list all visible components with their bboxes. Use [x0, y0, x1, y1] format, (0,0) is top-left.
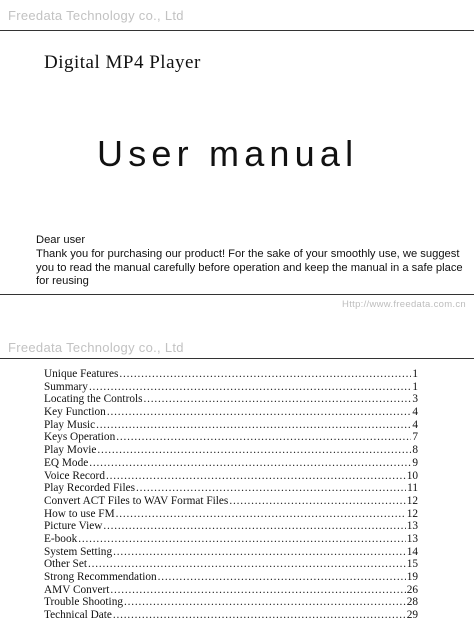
toc-leader-dots: [113, 546, 406, 559]
toc-entry-title: System Setting: [44, 545, 113, 558]
toc-entry-title: Key Function: [44, 406, 106, 419]
toc-leader-dots: [78, 533, 405, 546]
toc-leader-dots: [106, 470, 406, 483]
toc-entry-title: Play Movie: [44, 444, 97, 457]
toc-entry-page: 12: [406, 494, 418, 507]
toc-entry-page: 10: [406, 469, 418, 482]
toc-entry[interactable]: [44, 393, 418, 406]
toc-entry-page: 19: [406, 571, 418, 583]
toc-leader-dots: [110, 584, 405, 597]
watermark: Freedata Technology co., Ltd: [8, 340, 184, 355]
toc-entry-page: 29: [406, 609, 418, 622]
toc-entry-page: 1: [412, 380, 418, 393]
toc-entry[interactable]: [44, 520, 418, 533]
toc-entry-page: 3: [412, 393, 418, 406]
toc-entry[interactable]: [44, 533, 418, 546]
toc-leader-dots: [116, 431, 411, 444]
toc-leader-dots: [107, 406, 412, 419]
toc-entry-title: Play Recorded Files: [44, 482, 135, 495]
header-rule: [0, 30, 474, 31]
toc-entry[interactable]: [44, 609, 418, 622]
toc-entry-page: 4: [412, 418, 418, 431]
toc-entry-title: Trouble Shooting: [44, 596, 123, 609]
product-name: Digital MP4 Player: [44, 52, 201, 73]
toc-entry-title: Locating the Controls: [44, 393, 143, 406]
toc-leader-dots: [103, 520, 405, 533]
toc-leader-dots: [89, 381, 411, 394]
toc-leader-dots: [136, 482, 406, 495]
toc-entry-title: Unique Features: [44, 368, 119, 380]
toc-entry[interactable]: [44, 558, 418, 571]
toc-entry[interactable]: [44, 368, 418, 381]
toc-leader-dots: [113, 609, 406, 622]
greeting: Dear user: [36, 234, 86, 246]
document-title: User manual: [97, 133, 359, 174]
toc-entry-page: 8: [412, 444, 418, 457]
toc-entry[interactable]: [44, 406, 418, 419]
toc-entry-title: E-book: [44, 532, 78, 545]
toc-entry-title: Summary: [44, 380, 88, 393]
contents-page: [0, 320, 474, 632]
toc-entry[interactable]: [44, 546, 418, 559]
watermark: Freedata Technology co., Ltd: [8, 8, 184, 23]
toc-leader-dots: [158, 571, 406, 584]
toc-leader-dots: [116, 508, 406, 521]
intro-paragraph: Thank you for purchasing our product! For the sake of your smoothly use, we suggest you to read the manual carefully before operation and keep the manual in a safe place for reusing: [36, 248, 463, 288]
toc-leader-dots: [89, 457, 411, 470]
toc-leader-dots: [119, 368, 411, 381]
toc-entry-title: Strong Recommendation: [44, 571, 157, 583]
toc-leader-dots: [96, 419, 411, 432]
toc-entry-page: 11: [407, 482, 418, 495]
toc-entry[interactable]: [44, 571, 418, 584]
toc-entry-page: 28: [406, 596, 418, 609]
toc-leader-dots: [144, 393, 412, 406]
toc-entry-page: 26: [406, 583, 418, 596]
toc-entry[interactable]: [44, 470, 418, 483]
toc-leader-dots: [124, 596, 406, 609]
toc-leader-dots: [88, 558, 406, 571]
toc-entry[interactable]: [44, 419, 418, 432]
header-rule: [0, 358, 474, 359]
toc-entry-page: 15: [406, 558, 418, 571]
toc-entry-title: Keys Operation: [44, 431, 116, 444]
toc-entry[interactable]: [44, 508, 418, 521]
toc-leader-dots: [229, 495, 405, 508]
toc-entry-page: 13: [406, 520, 418, 533]
toc-entry-page: 14: [406, 545, 418, 558]
toc-leader-dots: [97, 444, 411, 457]
toc-entry-title: How to use FM: [44, 507, 115, 520]
toc-entry-title: Voice Record: [44, 469, 105, 482]
toc-entry-title: AMV Convert: [44, 583, 110, 596]
toc-entry[interactable]: [44, 584, 418, 597]
toc-entry-page: 9: [412, 456, 418, 469]
footer-rule: [0, 294, 474, 295]
toc-entry[interactable]: [44, 381, 418, 394]
toc-entry-title: Play Music: [44, 418, 96, 431]
toc-entry-title: EQ Mode: [44, 456, 89, 469]
toc-entry-page: 4: [412, 406, 418, 419]
toc-entry[interactable]: [44, 596, 418, 609]
toc-entry-page: 13: [406, 532, 418, 545]
toc-entry[interactable]: [44, 482, 418, 495]
toc-entry-page: 1: [412, 368, 418, 380]
toc-entry[interactable]: [44, 457, 418, 470]
toc-entry-title: Convert ACT Files to WAV Format Files: [44, 494, 229, 507]
table-of-contents: [44, 368, 418, 622]
toc-entry-title: Other Set: [44, 558, 87, 571]
website-url: Http://www.freedata.com.cn: [342, 299, 466, 310]
toc-entry[interactable]: [44, 431, 418, 444]
toc-entry-page: 12: [406, 507, 418, 520]
toc-entry[interactable]: [44, 444, 418, 457]
toc-entry[interactable]: [44, 495, 418, 508]
toc-entry-page: 7: [412, 431, 418, 444]
toc-entry-title: Technical Date: [44, 609, 112, 622]
toc-entry-title: Picture View: [44, 520, 103, 533]
